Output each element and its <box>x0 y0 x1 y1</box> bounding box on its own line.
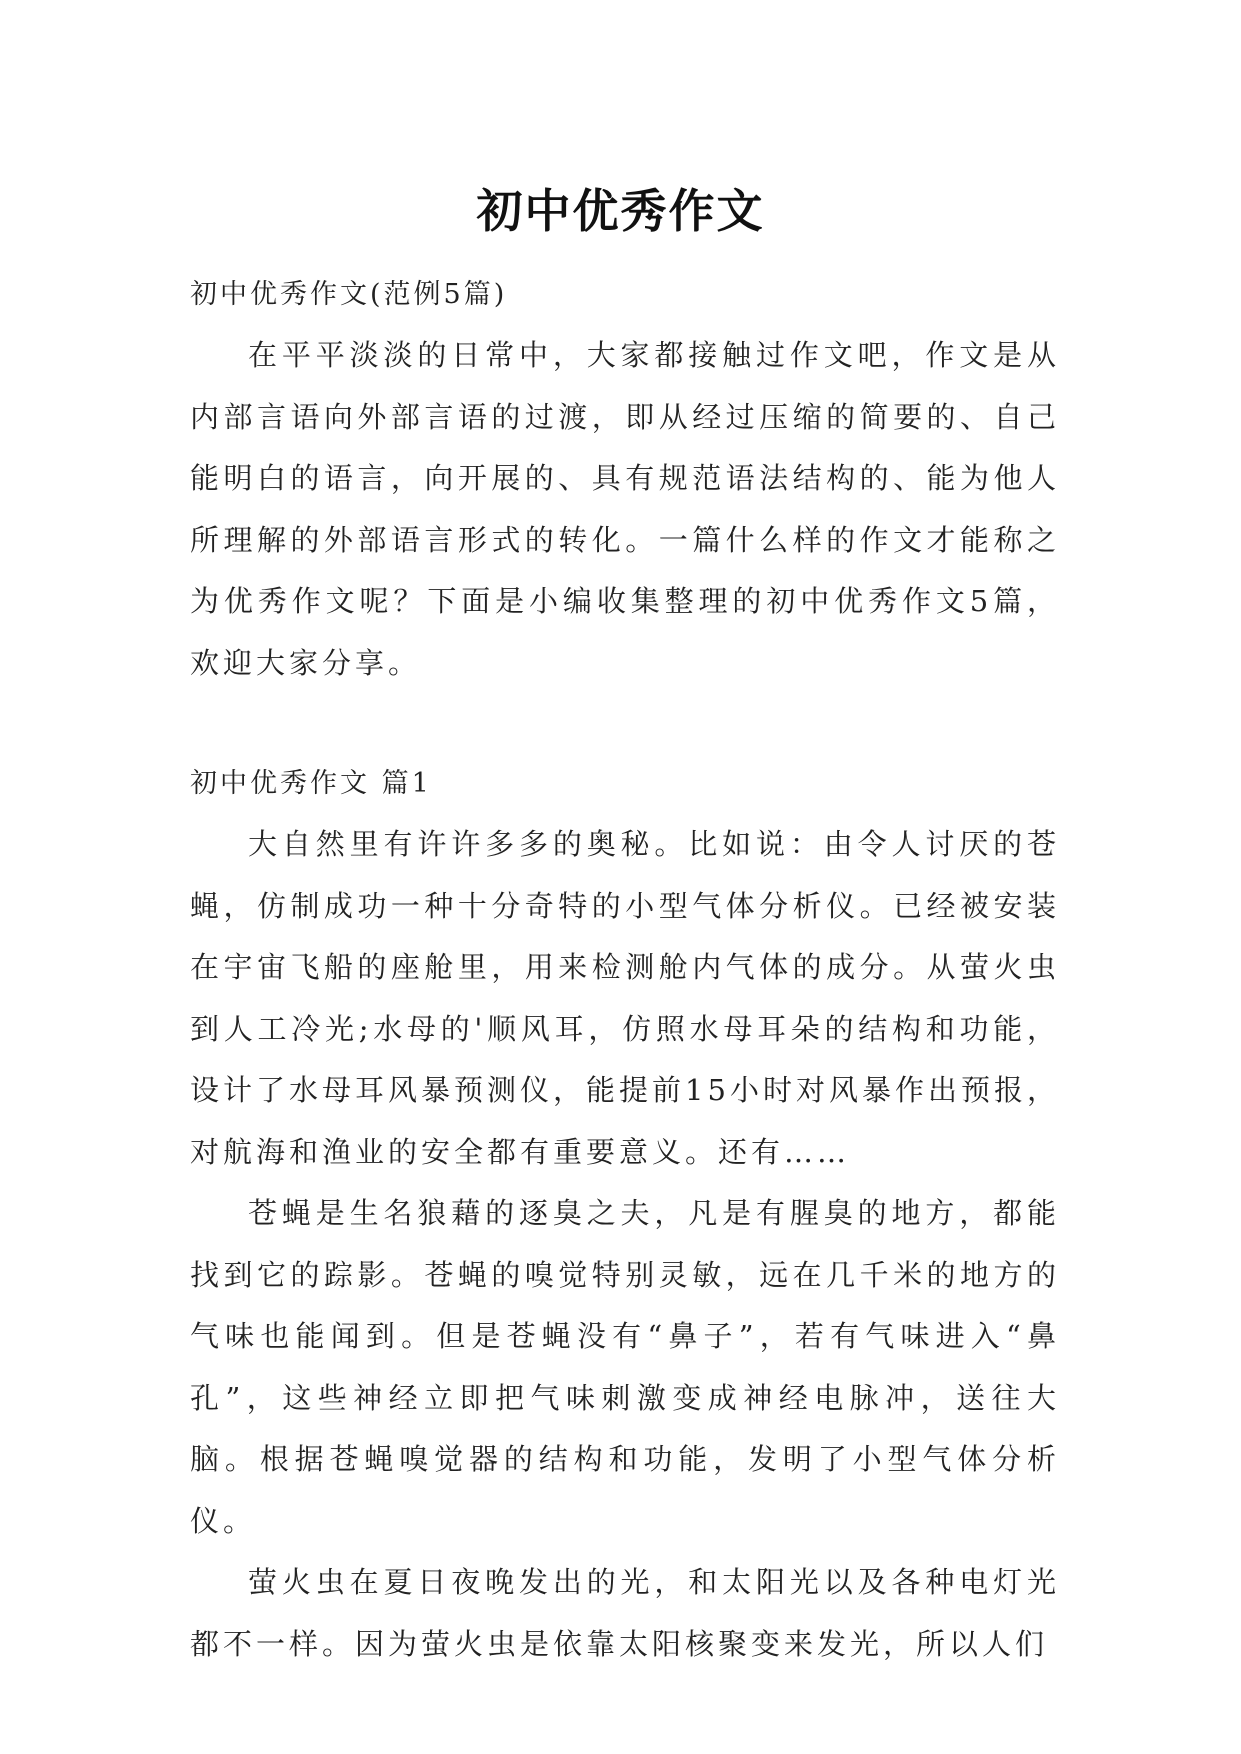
intro-heading: 初中优秀作文(范例5篇) <box>190 279 508 310</box>
body-paragraph: 萤火虫在夏日夜晚发出的光，和太阳光以及各种电灯光都不一样。因为萤火虫是依靠太阳核聚变来发光，所以人们 <box>190 1565 1060 1661</box>
section-heading: 初中优秀作文 篇1 <box>190 768 432 799</box>
document-title: 初中优秀作文 <box>476 183 765 238</box>
body-paragraph: 苍蝇是生名狼藉的逐臭之夫，凡是有腥臭的地方，都能找到它的踪影。苍蝇的嗅觉特别灵敏，远在几千米的地方的气味也能闻到。但是苍蝇没有“鼻子”，若有气味进入“鼻孔”，这些神经立即把气味刺激变成神经电脉冲，送往大脑。根据苍蝇嗅觉器的结构和功能，发明了小型气体分析仪。 <box>190 1196 1060 1538</box>
body-paragraph: 大自然里有许许多多的奥秘。比如说：由令人讨厌的苍蝇，仿制成功一种十分奇特的小型气体分析仪。已经被安装在宇宙飞船的座舱里，用来检测舱内气体的成分。从萤火虫到人工冷光;水母的'顺风耳，仿照水母耳朵的结构和功能，设计了水母耳风暴预测仪，能提前15小时对风暴作出预报，对航海和渔业的安全都有重要意义。还有…… <box>190 827 1060 1169</box>
intro-paragraph: 在平平淡淡的日常中，大家都接触过作文吧，作文是从内部言语向外部言语的过渡，即从经过压缩的简要的、自己能明白的语言，向开展的、具有规范语法结构的、能为他人所理解的外部语言形式的转化。一篇什么样的作文才能称之为优秀作文呢？下面是小编收集整理的初中优秀作文5篇，欢迎大家分享。 <box>190 338 1060 680</box>
section-spacer <box>190 694 1060 754</box>
document-body <box>190 265 1060 1675</box>
